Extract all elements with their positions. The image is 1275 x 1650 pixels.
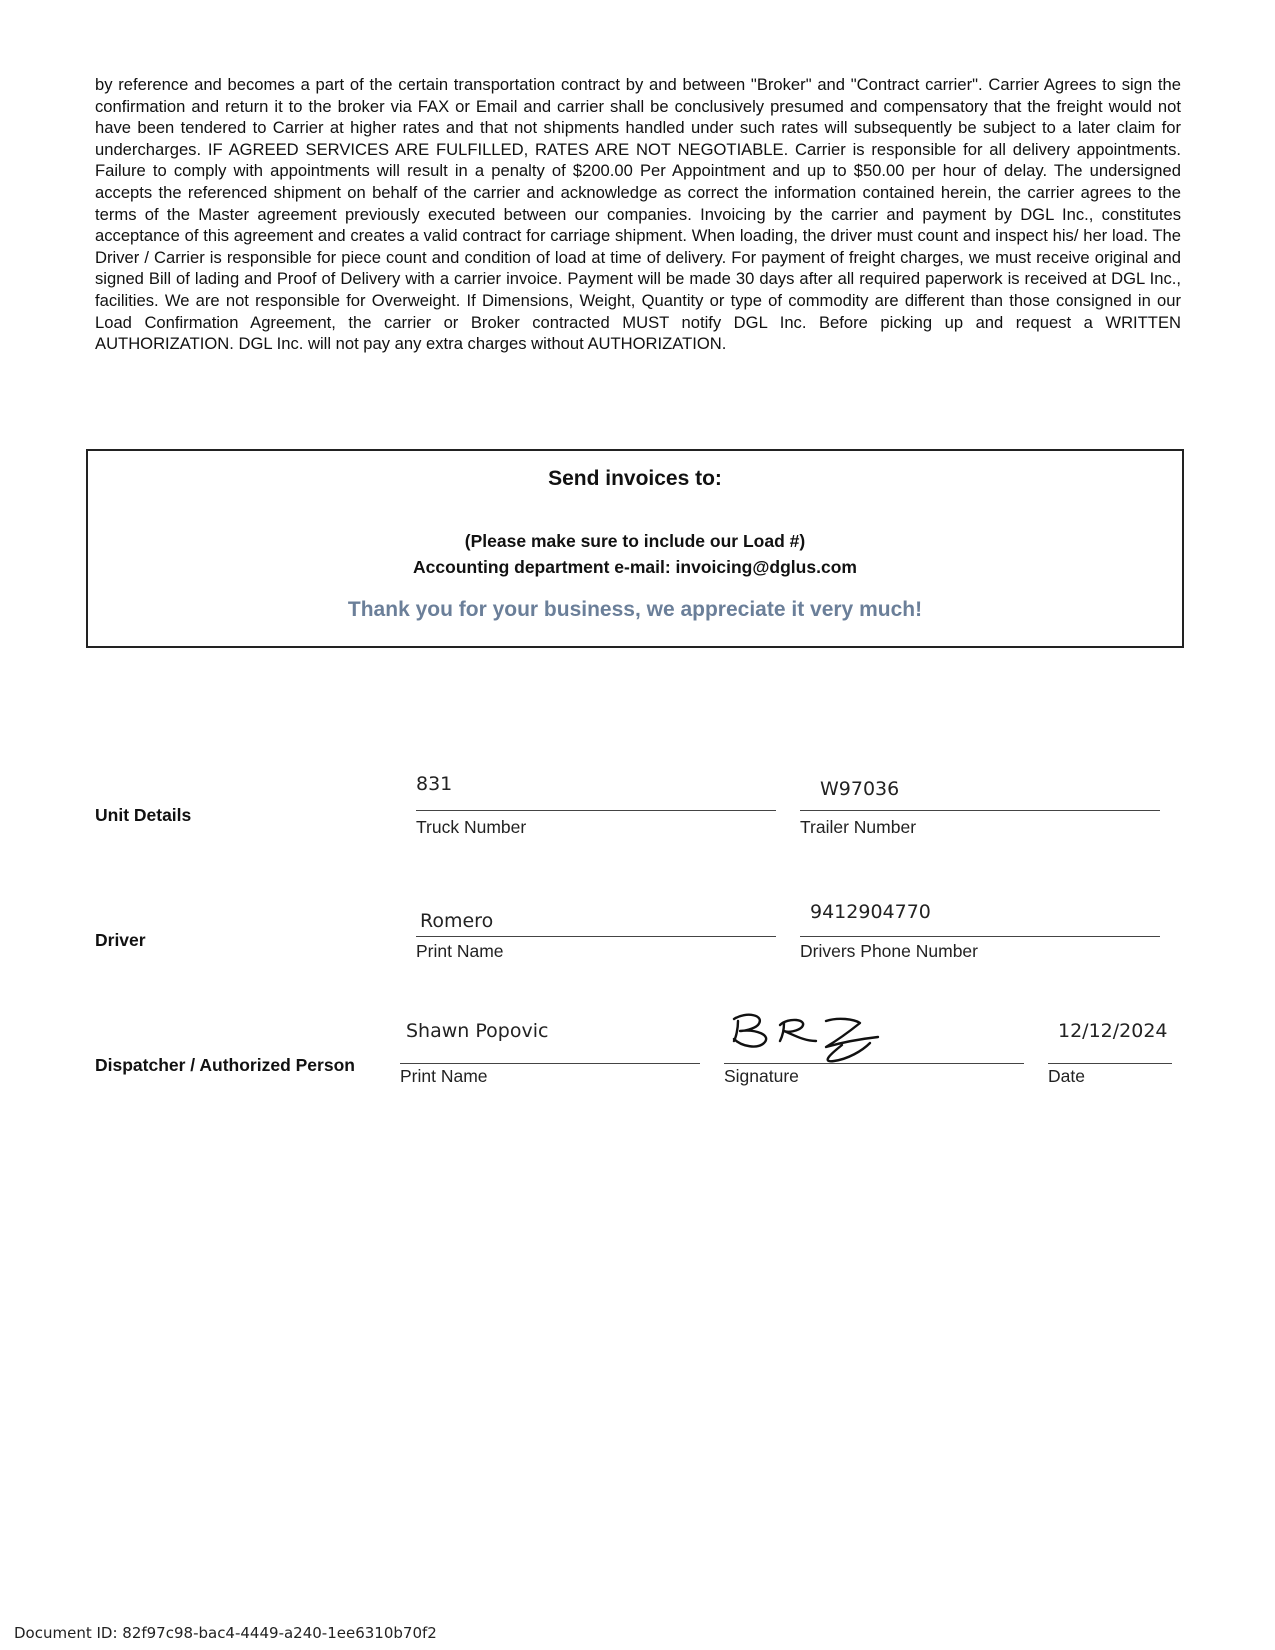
- driver-phone-value[interactable]: 9412904770: [810, 901, 931, 923]
- unit-details-label: Unit Details: [95, 805, 192, 825]
- date-line: [1048, 1063, 1172, 1064]
- driver-phone-line: [800, 936, 1160, 937]
- document-id: Document ID: 82f97c98-bac4-4449-a240-1ee6310b70f2: [14, 1624, 437, 1642]
- accounting-email: Accounting department e-mail: invoicing@dglus.com: [413, 557, 857, 577]
- send-invoices-title: Send invoices to:: [548, 467, 722, 490]
- trailer-number-line: [800, 810, 1160, 811]
- truck-number-value[interactable]: 831: [416, 773, 453, 795]
- dispatcher-name-line: [400, 1063, 700, 1064]
- driver-label: Driver: [95, 930, 146, 950]
- load-number-note: (Please make sure to include our Load #): [464, 531, 806, 551]
- send-invoices-box: [86, 449, 1184, 648]
- date-caption: Date: [1048, 1066, 1085, 1086]
- dispatcher-date-value[interactable]: 12/12/2024: [1058, 1020, 1168, 1042]
- driver-name-caption: Print Name: [416, 941, 504, 961]
- trailer-number-caption: Trailer Number: [800, 817, 917, 837]
- driver-phone-caption: Drivers Phone Number: [800, 941, 978, 961]
- dispatcher-label: Dispatcher / Authorized Person: [95, 1055, 355, 1075]
- truck-number-line: [416, 810, 776, 811]
- dispatcher-name-caption: Print Name: [400, 1066, 488, 1086]
- driver-name-value[interactable]: Romero: [420, 910, 494, 932]
- dispatcher-name-value[interactable]: Shawn Popovic: [406, 1020, 549, 1042]
- signature-line: [724, 1063, 1024, 1064]
- signature-caption: Signature: [724, 1066, 799, 1086]
- driver-name-line: [416, 936, 776, 937]
- thank-you-message: Thank you for your business, we appreciate it very much!: [347, 598, 923, 621]
- dispatcher-signature[interactable]: [728, 1009, 903, 1065]
- trailer-number-value[interactable]: W97036: [820, 778, 900, 800]
- terms-paragraph: by reference and becomes a part of the certain transportation contract by and between "Broker" and "Contract carrier". Carrier Agrees to sign the confirmation and return it to the broker via FAX or Email and carrier shall be conclusively presumed and compensatory that the freight would not have been tendered to Carrier at higher rates and that not shipments handled under such rates will subsequently be subject to a later claim for undercharges. IF AGREED SERVICES ARE FULFILLED, RATES ARE NOT NEGOTIABLE. Carrier is responsible for all delivery appointments. Failure to comply with appointments will result in a penalty of $200.00 Per Appointment and up to $50.00 per hour of delay. The undersigned accepts the referenced shipment on behalf of the carrier and acknowledge as correct the information contained herein, the carrier agrees to the terms of the Master agreement previously executed between our companies. Invoicing by the carrier and payment by DGL Inc., constitutes acceptance of this agreement and creates a valid contract for carriage shipment. When loading, the driver must count and inspect his/ her load. The Driver / Carrier is responsible for piece count and condition of load at time of delivery. For payment of freight charges, we must receive original and signed Bill of lading and Proof of Delivery with a carrier invoice. Payment will be made 30 days after all required paperwork is received at DGL Inc., facilities. We are not responsible for Overweight. If Dimensions, Weight, Quantity or type of commodity are different than those consigned in our Load Confirmation Agreement, the carrier or Broker contracted MUST notify DGL Inc. Before picking up and request a WRITTEN AUTHORIZATION. DGL Inc. will not pay any extra charges without AUTHORIZATION.: [95, 75, 1181, 354]
- truck-number-caption: Truck Number: [416, 817, 527, 837]
- invoice-instructions: [88, 528, 1182, 580]
